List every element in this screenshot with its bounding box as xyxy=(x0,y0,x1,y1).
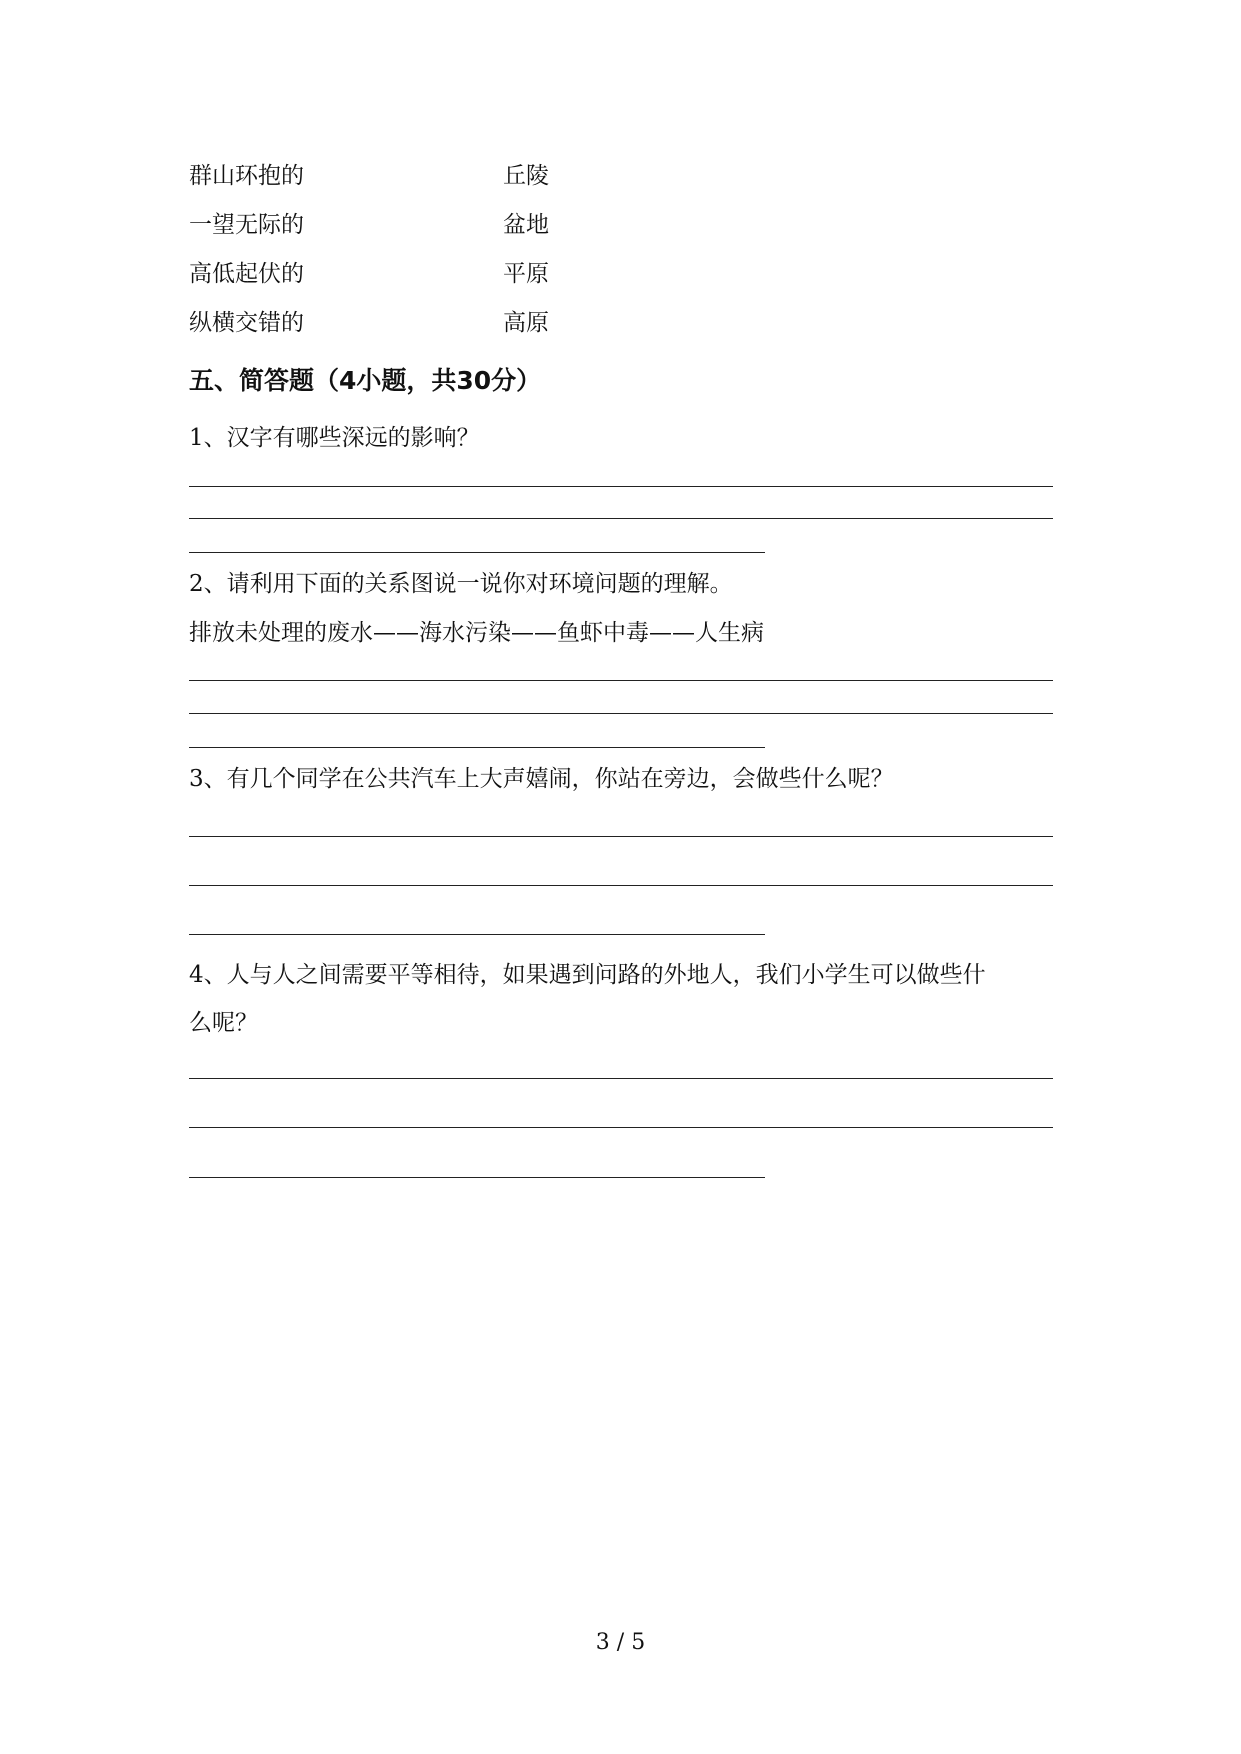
match-right-2: 盆地 xyxy=(503,212,549,238)
answer-line[interactable] xyxy=(189,552,765,553)
question-2: 2、请利用下面的关系图说一说你对环境问题的理解。 xyxy=(189,571,733,597)
answer-line[interactable] xyxy=(189,486,1053,487)
question-4-continued: 么呢？ xyxy=(189,1010,258,1036)
question-1: 1、汉字有哪些深远的影响？ xyxy=(189,425,480,451)
match-right-1: 丘陵 xyxy=(503,163,549,189)
answer-line[interactable] xyxy=(189,518,1053,519)
question-3: 3、有几个同学在公共汽车上大声嬉闹，你站在旁边，会做些什么呢？ xyxy=(189,766,894,792)
answer-line[interactable] xyxy=(189,885,1053,886)
answer-line[interactable] xyxy=(189,1177,765,1178)
answer-line[interactable] xyxy=(189,713,1053,714)
answer-line[interactable] xyxy=(189,1127,1053,1128)
match-left-2: 一望无际的 xyxy=(189,212,304,238)
match-right-4: 高原 xyxy=(503,310,549,336)
answer-line[interactable] xyxy=(189,1078,1053,1079)
match-right-3: 平原 xyxy=(503,261,549,287)
relation-chain: 排放未处理的废水——海水污染——鱼虾中毒——人生病 xyxy=(189,620,764,646)
question-4: 4、人与人之间需要平等相待，如果遇到问路的外地人，我们小学生可以做些什 xyxy=(189,962,986,988)
answer-line[interactable] xyxy=(189,934,765,935)
answer-line[interactable] xyxy=(189,836,1053,837)
match-left-3: 高低起伏的 xyxy=(189,261,304,287)
match-left-1: 群山环抱的 xyxy=(189,163,304,189)
answer-line[interactable] xyxy=(189,747,765,748)
match-left-4: 纵横交错的 xyxy=(189,310,304,336)
page-number: 3 / 5 xyxy=(595,1630,646,1655)
section-title: 五、简答题（4小题，共30分） xyxy=(189,366,542,395)
answer-line[interactable] xyxy=(189,680,1053,681)
